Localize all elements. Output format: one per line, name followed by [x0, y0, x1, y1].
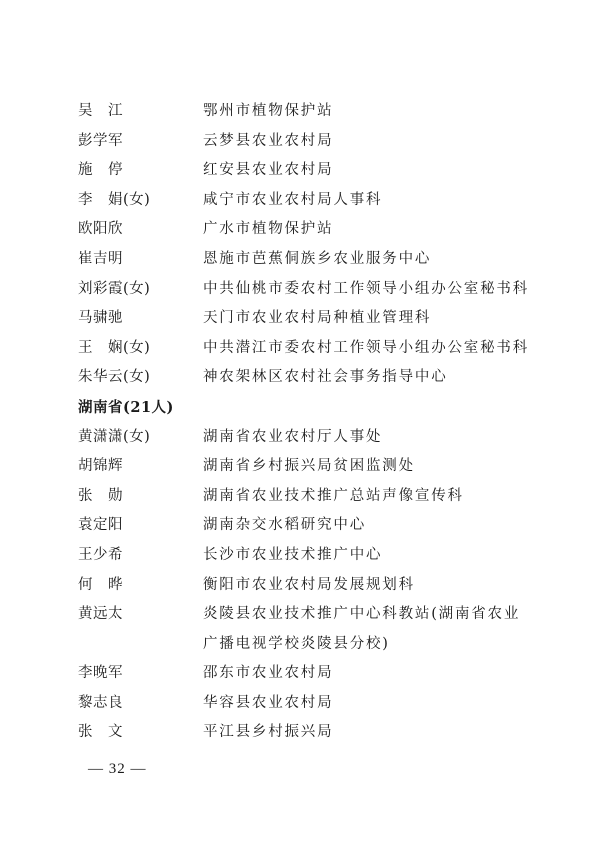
- organization: 湖南杂交水稻研究中心: [203, 517, 366, 534]
- list-item: [78, 215, 548, 245]
- organization: 湖南省农业技术推广总站声像宣传科: [203, 487, 464, 504]
- organization: 湖南省乡村振兴局贫困监测处: [203, 458, 415, 475]
- section-heading-hunan: 湖南省(21人): [78, 398, 174, 416]
- organization: 平江县乡村振兴局: [203, 724, 334, 741]
- person-name: 李晚军: [78, 665, 123, 682]
- list-item: [78, 511, 548, 541]
- organization: 长沙市农业技术推广中心: [203, 546, 383, 563]
- person-name: 王 娴(女): [78, 339, 151, 356]
- list-item: [78, 452, 548, 482]
- person-name: 黎志良: [78, 694, 123, 711]
- person-name: 黄潇潇(女): [78, 428, 151, 445]
- person-name: 胡锦辉: [78, 458, 123, 475]
- person-name: 刘彩霞(女): [78, 280, 151, 297]
- person-name: 袁定阳: [78, 517, 123, 534]
- list-item: [78, 689, 548, 719]
- person-name: 张 勋: [78, 487, 123, 504]
- organization: 天门市农业农村局种植业管理科: [203, 310, 432, 327]
- list-item: [78, 482, 548, 512]
- organization: 广水市植物保护站: [203, 221, 334, 238]
- organization: 咸宁市农业农村局人事科: [203, 191, 383, 208]
- organization: 衡阳市农业农村局发展规划科: [203, 576, 415, 593]
- list-item: [78, 304, 548, 334]
- person-name: 何 晔: [78, 576, 123, 593]
- list-item: [78, 245, 548, 275]
- name-list: [78, 97, 548, 748]
- organization: 湖南省农业农村厅人事处: [203, 428, 383, 445]
- list-item: [78, 659, 548, 689]
- list-item: [78, 600, 548, 630]
- list-item: [78, 571, 548, 601]
- person-name: 张 文: [78, 724, 123, 741]
- person-name: 朱华云(女): [78, 369, 151, 386]
- list-item: [78, 718, 548, 748]
- organization: 华容县农业农村局: [203, 694, 334, 711]
- person-name: 欧阳欣: [78, 221, 123, 238]
- person-name: 黄远太: [78, 606, 123, 623]
- organization: 神农架林区农村社会事务指导中心: [203, 369, 448, 386]
- person-name: 王少希: [78, 546, 123, 563]
- person-name: 彭学军: [78, 132, 123, 149]
- person-name: 崔吉明: [78, 250, 123, 267]
- page-number: — 32 —: [88, 761, 147, 777]
- organization: 广播电视学校炎陵县分校): [203, 635, 390, 652]
- list-item: [78, 97, 548, 127]
- organization: 炎陵县农业技术推广中心科教站(湖南省农业: [203, 606, 521, 623]
- person-name: 吴 江: [78, 103, 123, 119]
- organization: 云梦县农业农村局: [203, 132, 334, 149]
- person-name: 施 停: [78, 162, 123, 179]
- list-item: [78, 275, 548, 305]
- list-item: [78, 334, 548, 364]
- organization: 鄂州市植物保护站: [203, 103, 334, 119]
- list-item-continuation: [78, 630, 548, 660]
- person-name: 马骕驰: [78, 310, 123, 327]
- list-item: [78, 541, 548, 571]
- list-item: [78, 127, 548, 157]
- list-item: [78, 363, 548, 393]
- list-item: [78, 156, 548, 186]
- organization: 中共潜江市委农村工作领导小组办公室秘书科: [203, 339, 529, 356]
- list-item: [78, 186, 548, 216]
- organization: 邵东市农业农村局: [203, 665, 334, 682]
- person-name: 李 娟(女): [78, 191, 151, 208]
- organization: 红安县农业农村局: [203, 162, 334, 179]
- organization: 中共仙桃市委农村工作领导小组办公室秘书科: [203, 280, 529, 297]
- organization: 恩施市芭蕉侗族乡农业服务中心: [203, 250, 432, 267]
- list-item: [78, 423, 548, 453]
